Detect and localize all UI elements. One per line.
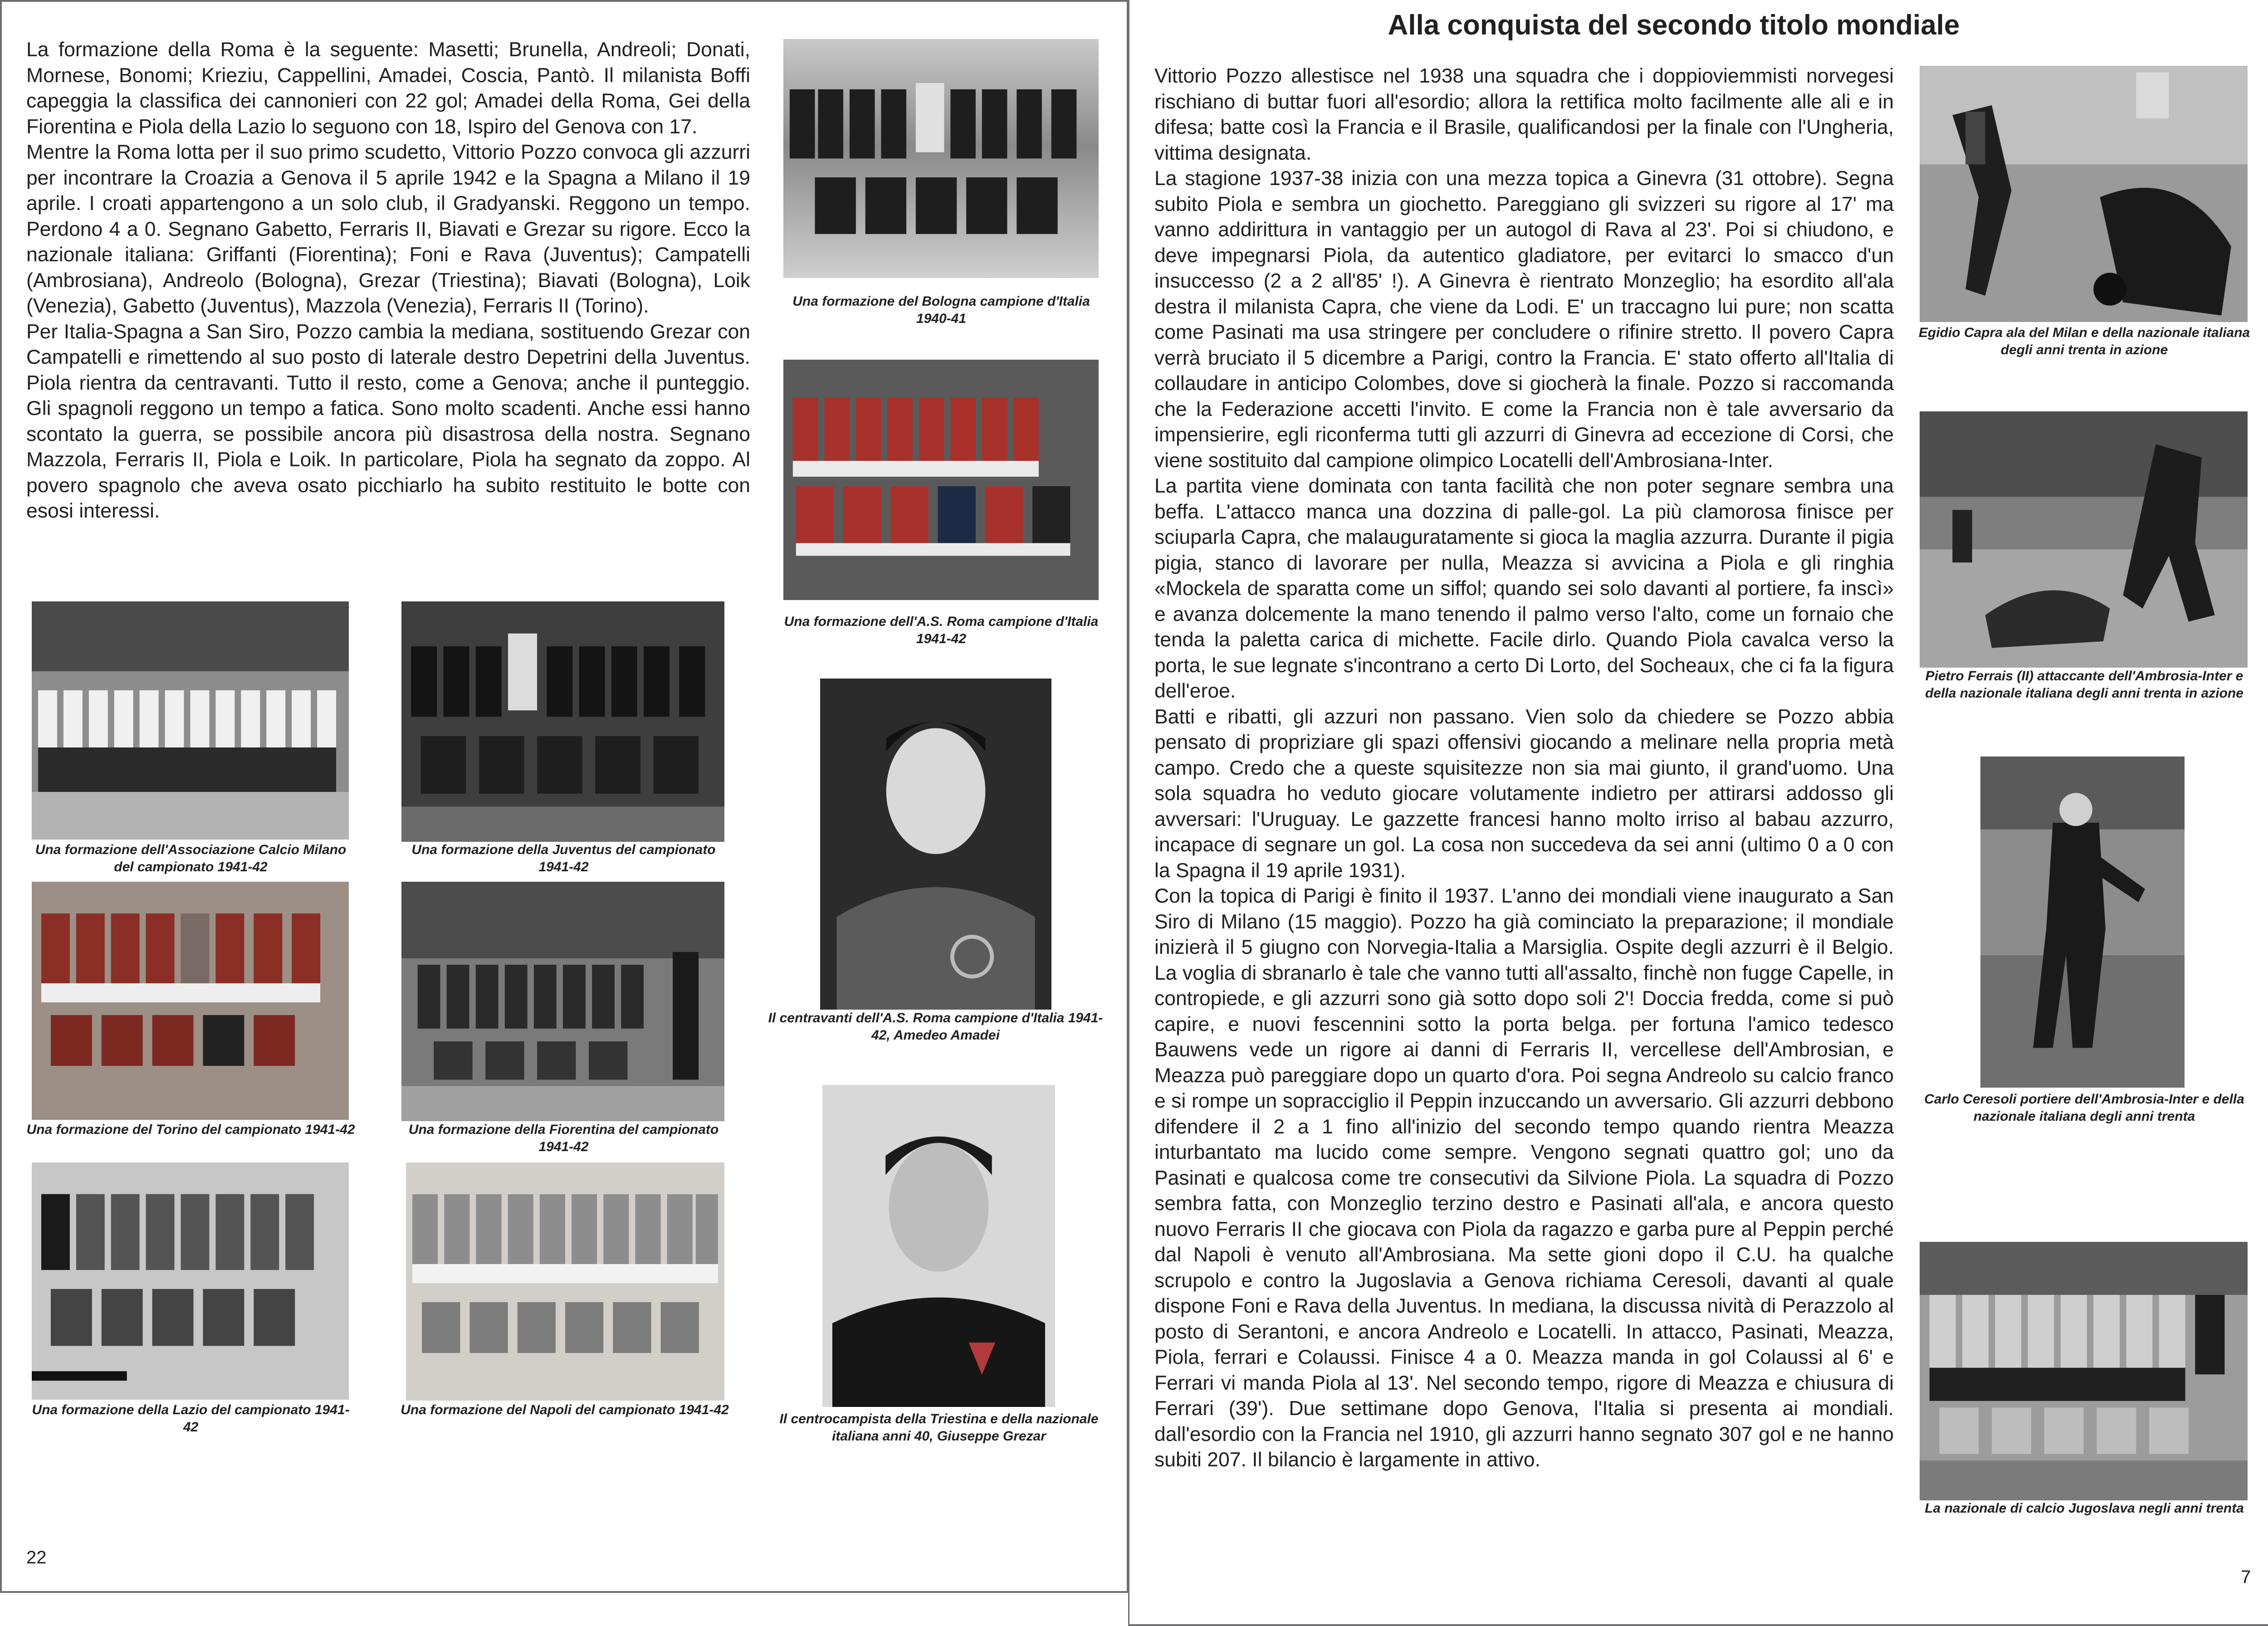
right-paragraph-3: La partita viene dominata con tanta facilità che non poter segnare sembra una beffa. L'attacco manca una dozzina di palle-gol. La più clamorosa finisce per sciuparla Capra, che malauguratamente si gioca la maglia azzurra. Durante il pigia pigia, stanco di lavorare per nulla, Meazza si avvicina a Piola e gli ringhia «Mockela de sparatta come un siffol; quando sei solo davanti al portiere, fa inscì» e avanza dolcemente la mano tenendo il palmo verso l'alto, come un fornaio che tenda la paletta carica di michette. Facile dirlo. Quando Piola cavalca verso la porta, le sue legnate s'incontrano a certo Di Lorto, del Socheaux, che ci fa la figura dell'eroe. bbox=[1154, 475, 1894, 702]
roma-caption: Una formazione dell'A.S. Roma campione d'Italia 1941-42 bbox=[784, 614, 1099, 646]
juventus-caption: Una formazione della Juventus del campionato 1941-42 bbox=[411, 842, 716, 874]
ceresoli-goalkeeper-photo bbox=[1980, 757, 2185, 1088]
capra-caption: Egidio Capra ala del Milan e della nazionale italiana degli anni trenta in azione bbox=[1918, 325, 2250, 357]
juventus-team-photo bbox=[401, 601, 724, 842]
right-page-number: 7 bbox=[2241, 1567, 2251, 1587]
right-paragraph-1: Vittorio Pozzo allestisce nel 1938 una squadra che i doppioviemmisti norvegesi rischiano di buttar fuori all'esordio; allora la rettifica molto facilmente alle ali e in difesa; batte così la Francia e il Brasile, qualificandosi per la finale con l'Ungheria, vittima designata. bbox=[1154, 65, 1894, 164]
grezar-caption: Il centrocampista della Triestina e della nazionale italiana anni 40, Giuseppe Grezar bbox=[779, 1411, 1099, 1444]
fiorentina-team-photo bbox=[401, 882, 724, 1121]
jugoslavia-team-photo bbox=[1920, 1242, 2248, 1500]
right-paragraph-4: Batti e ribatti, gli azzuri non passano. Vien solo da chiedere se Pozzo abbia pensato di propriziare gli spazi offensivi giocando a melinare nella propria metà campo. Credo che a queste squisitezze non sia mai giunto, il grand'uomo. Una sola squadra ho veduto giocare volutamente indietro per attirarsi addosso gli avversari: l'Uruguay. Le gazzette francesi hanno molto irriso al babau azzurro, incapace di segnare un gol. La cosa non succedeva da sei anni (ultimo 0 a 0 con la Spagna il 19 aprile 1931). bbox=[1154, 705, 1894, 882]
napoli-caption: Una formazione del Napoli del campionato 1941-42 bbox=[401, 1402, 729, 1417]
left-page-number: 22 bbox=[26, 1548, 47, 1567]
amadei-caption: Il centravanti dell'A.S. Roma campione d'Italia 1941-42, Amedeo Amadei bbox=[768, 1011, 1103, 1043]
capra-action-photo bbox=[1920, 66, 2248, 322]
right-body-text bbox=[1154, 63, 1894, 1473]
bologna-team-photo bbox=[783, 39, 1099, 278]
grezar-portrait-photo bbox=[822, 1085, 1055, 1407]
milan-team-photo bbox=[32, 601, 349, 840]
left-paragraph-3: Per Italia-Spagna a San Siro, Pozzo cambia la mediana, sostituendo Grezar con Campatelli e rimettendo al suo posto di laterale destro Depetrini della Juventus. Piola rientra da centravanti. Tutto il resto, come a Genova; anche il punteggio. Gli spagnoli reggono un tempo a fatica. Sono molto scadenti. Anche essi hanno scontato la guerra, se possibile ancora più disastrosa della nostra. Segnano Mazzola, Ferraris II, Piola e Loik. In particolare, Piola ha segnato da zoppo. Al povero spagnolo che aveva osato picchiarlo ha subito restituito le botte con esosi interessi. bbox=[26, 320, 750, 522]
torino-caption: Una formazione del Torino del campionato 1941-42 bbox=[26, 1122, 355, 1137]
torino-team-photo bbox=[32, 882, 349, 1120]
roma-team-photo bbox=[783, 360, 1099, 600]
napoli-team-photo bbox=[406, 1162, 724, 1401]
lazio-caption: Una formazione della Lazio del campionato 1941-42 bbox=[32, 1402, 350, 1435]
lazio-team-photo bbox=[32, 1162, 349, 1400]
fiorentina-caption: Una formazione della Fiorentina del campionato 1941-42 bbox=[408, 1122, 719, 1154]
ferrais-action-photo bbox=[1920, 411, 2248, 668]
right-paragraph-5: Con la topica di Parigi è finito il 1937. L'anno dei mondiali viene inaugurato a San Siro di Milano (15 maggio). Pozzo ha già cominciato la preparazione; il mondiale inizierà il 5 giugno con Norvegia-Italia a Marsiglia. Ospite degli azzurri è il Belgio. La voglia di sbranarlo è tale che vanno tutti all'assalto, finchè non fugge Capelle, in contropiede, e gli azzurri sono già sotto dopo soli 2'! Doccia fredda, come si può capire, e nuovi fescennini sotto la porta belga. per fortuna l'amico tedesco Bauwens vede un rigore ai danni di Ferraris II, vercellese dell'Ambrosian, e Meazza può pareggiare dopo un quarto d'ora. Poi segna Andreolo su calcio franco e si rompe un sopracciglio il Peppin inzuccando un avversario. Gli azzurri debbono difendere il 2 a 1 fino all'inizio del secondo tempo quando rientra Meazza inturbantato ma lucido come sempre. Vengono segnati quattro gol; uno da Pasinati e qualcosa come tre consecutivi da Silvione Piola. La squadra di Pozzo sembra fatta, con Monzeglio terzino destro e Pasinati all'ala, e ancora questo nuovo Ferraris II che giocava con Piola da ragazzo e garba pure al Peppin perché dal Napoli è venuto all'Ambrosiana. Ma sette gioni dopo il C.U. ha qualche scrupolo e contro la Jugoslavia a Genova richiama Ceresoli, davanti al quale dispone Foni e Rava della Juventus. In mediana, la discussa nività di Perazzolo al posto di Serantoni, e ancora Andreolo e Locatelli. In attacco, Pasinati, Meazza, Piola, ferrari e Colaussi. Finisce 4 a 0. Meazza manda in gol Colaussi al 6' e Ferrari vi manda Piola al 13'. Nel secondo tempo, rigore di Meazza e chiusura di Ferrari (39'). Due settimane dopo Genova, l'Italia si presenta ai mondiali. dall'esordio con la Francia nel 1910, gli azzurri hanno segnato 307 gol e ne hanno subiti 207. Il bilancio è largamente in attivo. bbox=[1154, 885, 1894, 1471]
ferrais-caption: Pietro Ferrais (II) attaccante dell'Ambrosia-Inter e della nazionale italiana degli anni trenta in azione bbox=[1925, 669, 2244, 701]
left-paragraph-2: Mentre la Roma lotta per il suo primo scudetto, Vittorio Pozzo convoca gli azzurri per incontrare la Croazia a Genova il 5 aprile 1942 e la Spagna a Milano il 19 aprile. I croati appartengono a un solo club, il Gradyanski. Reggono un tempo. Perdono 4 a 0. Segnano Gabetto, Ferraris II, Biavati e Grezar su rigore. Ecco la nazionale italiana: Griffanti (Fiorentina); Foni e Rava (Juventus); Campatelli (Ambrosiana), Andreolo (Bologna), Grezar (Triestina); Biavati (Bologna), Loik (Venezia), Gabetto (Juventus), Mazzola (Venezia), Ferraris II (Torino). bbox=[26, 141, 750, 317]
left-paragraph-1: La formazione della Roma è la seguente: Masetti; Brunella, Andreoli; Donati, Mornese, Bonomi; Krieziu, Cappellini, Amadei, Coscia, Pantò. Il milanista Boffi capeggia la classifica dei cannonieri con 22 gol; Amadei della Roma, Gei della Fiorentina e Piola della Lazio lo seguono con 18, Ispiro del Genova con 17. bbox=[26, 39, 750, 138]
left-body-text bbox=[26, 37, 750, 524]
milan-caption: Una formazione dell'Associazione Calcio Milano del campionato 1941-42 bbox=[35, 842, 347, 874]
ceresoli-caption: Carlo Ceresoli portiere dell'Ambrosia-Inter e della nazionale italiana degli anni trenta bbox=[1924, 1092, 2244, 1124]
bologna-caption: Una formazione del Bologna campione d'Italia 1940-41 bbox=[792, 294, 1090, 326]
amadei-portrait-photo bbox=[820, 679, 1051, 1010]
right-paragraph-2: La stagione 1937-38 inizia con una mezza topica a Ginevra (31 ottobre). Segna subito Piola e sembra un giochetto. Pareggiano gli svizzeri su rigore al 17' ma vanno addirittura in vantaggio per un autogol di Rava al 23'. Poi si chiudono, e deve impegnarsi Piola, da autentico gladiatore, per evitarci lo smacco d'un insuccesso (2 a 2 all'85' !). A Ginevra è rientrato Monzeglio; ha esordito all'ala destra il milanista Capra, che viene da Lodi. E' un traccagno lui pure; non scatta come Pasinati ma usa stringere per concludere o rifinire stretto. Il povero Capra verrà bruciato il 5 dicembre a Parigi, contro la Francia. E' stato offerto all'Italia di collaudare in anticipo Colombes, dove si giocherà la finale. Pozzo si raccomanda che la Federazione accetti l'invito. E come la Francia non è tale avversario da impensierire, egli riconferma tutti gli azzurri di Ginevra ad eccezione di Corsi, che viene sostituito dal campione olimpico Locatelli dell'Ambrosiana-Inter. bbox=[1154, 167, 1894, 472]
jugoslavia-caption: La nazionale di calcio Jugoslava negli anni trenta bbox=[1925, 1501, 2244, 1516]
article-title: Alla conquista del secondo titolo mondiale bbox=[1388, 10, 1960, 41]
